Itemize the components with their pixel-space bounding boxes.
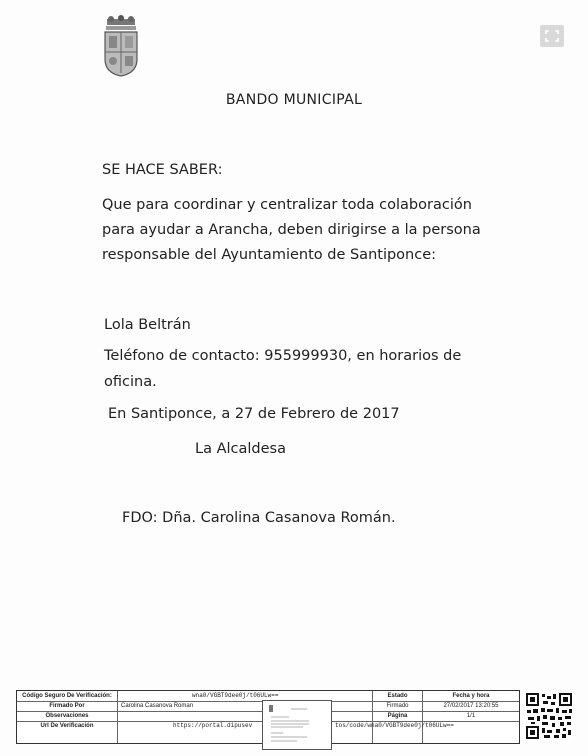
document-title: BANDO MUNICIPAL	[225, 92, 363, 108]
observaciones-label: Observaciones	[45, 713, 89, 719]
phone-line: Teléfono de contacto: 955999930, en horarios de	[104, 348, 462, 364]
signature-line: FDO: Dña. Carolina Casanova Román.	[122, 510, 396, 526]
fecha-label: Fecha y hora	[452, 693, 490, 699]
url-value[interactable]: https://portal.dipusev	[173, 722, 253, 729]
qr-code-icon	[525, 692, 573, 740]
phone-line: oficina.	[104, 374, 157, 390]
paragraph-line: responsable del Ayuntamiento de Santiponce:	[102, 247, 437, 263]
url-value-end[interactable]: tos/code/wna0/VGBT9dee0j/t06ULw==	[335, 722, 454, 729]
code-label: Código Seguro De Verificación:	[22, 693, 112, 699]
estado-label: Estado	[387, 693, 408, 699]
document-thumbnail	[262, 700, 332, 750]
url-label: Url De Verificación	[40, 723, 94, 729]
signed-label: Firmado Por	[49, 703, 85, 709]
paragraph-line: Que para coordinar y centralizar toda colaboración	[102, 197, 472, 213]
fecha-value: 27/02/2017 13:20:55	[443, 703, 499, 709]
place-date: En Santiponce, a 27 de Febrero de 2017	[108, 406, 400, 422]
heading: SE HACE SABER:	[102, 162, 223, 178]
estado-value: Firmado	[386, 703, 409, 709]
paragraph-line: para ayudar a Arancha, deben dirigirse a la persona	[102, 222, 481, 238]
pagina-value: 1/1	[466, 713, 476, 719]
code-value: wna0/VGBT9dee0j/t06ULw==	[192, 692, 279, 699]
signed-value: Carolina Casanova Roman	[121, 703, 194, 709]
signer-role: La Alcaldesa	[195, 441, 286, 457]
expand-icon[interactable]	[540, 25, 564, 47]
contact-name: Lola Beltrán	[104, 317, 191, 333]
pagina-label: Página	[387, 713, 408, 719]
coat-of-arms-icon	[101, 15, 141, 77]
